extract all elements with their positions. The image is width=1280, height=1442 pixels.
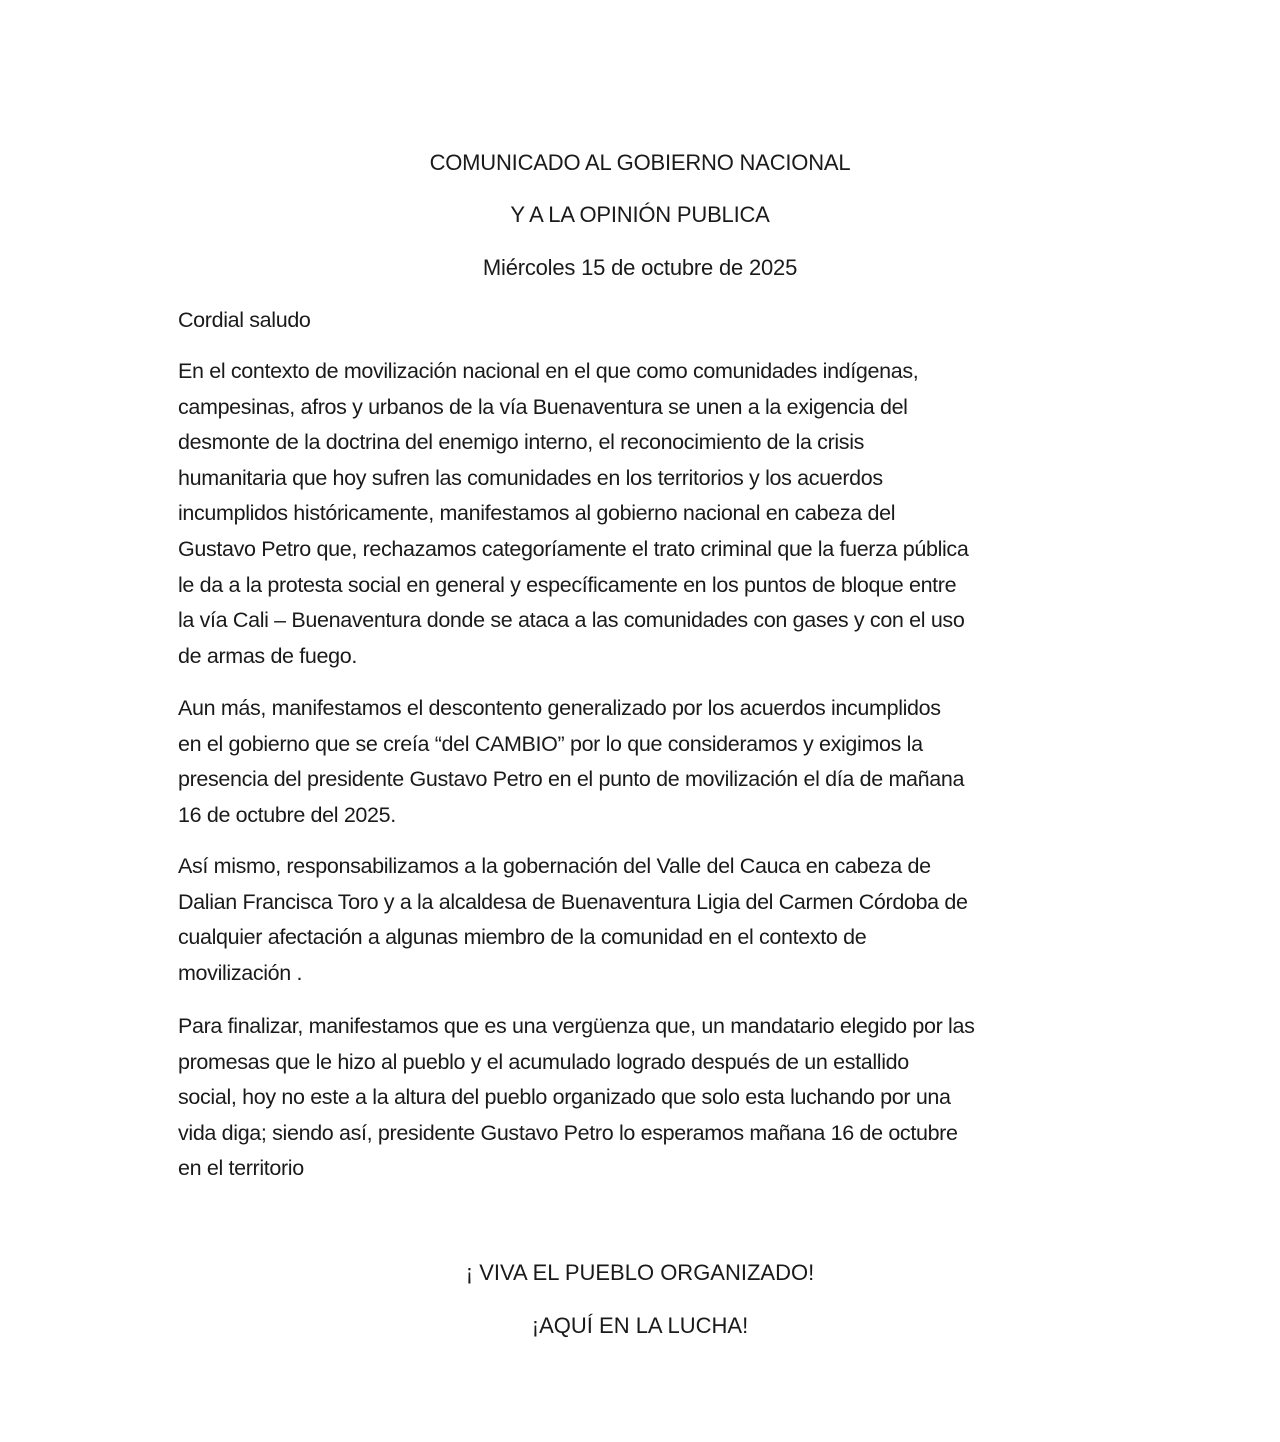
paragraph-2	[178, 691, 1118, 833]
paragraph-line: 16 de octubre del 2025.	[178, 802, 396, 827]
paragraph-line: de armas de fuego.	[178, 643, 357, 668]
greeting	[178, 303, 1118, 339]
paragraph-3	[178, 849, 1118, 991]
paragraph-line: En el contexto de movilización nacional en el que como comunidades indígenas,	[178, 359, 919, 383]
paragraph-line: cualquier afectación a algunas miembro de la comunidad en el contexto de	[178, 925, 867, 950]
paragraph-line: la vía Cali – Buenaventura donde se ataca a las comunidades con gases y con el uso	[178, 608, 965, 633]
paragraph-line: le da a la protesta social en general y específicamente en los puntos de bloque entre	[178, 572, 957, 597]
paragraph-line: promesas que le hizo al pueblo y el acumulado logrado después de un estallido	[178, 1049, 909, 1074]
paragraph-line: Aun más, manifestamos el descontento generalizado por los acuerdos incumplidos	[178, 696, 941, 720]
paragraph-line: desmonte de la doctrina del enemigo interno, el reconocimiento de la crisis	[178, 430, 865, 455]
paragraph-line: movilización .	[178, 960, 303, 985]
document-title-line-1: COMUNICADO AL GOBIERNO NACIONAL	[429, 150, 851, 175]
paragraph-line: en el territorio	[178, 1156, 304, 1181]
greeting-text: Cordial saludo	[178, 308, 311, 332]
paragraph-line: Así mismo, responsabilizamos a la gobernación del Valle del Cauca en cabeza de	[178, 854, 931, 878]
paragraph-line: presencia del presidente Gustavo Petro en el punto de movilización el día de mañana	[178, 767, 965, 792]
paragraph-line: Para finalizar, manifestamos que es una vergüenza que, un mandatario elegido por las	[178, 1014, 975, 1038]
paragraph-line: incumplidos históricamente, manifestamos al gobierno nacional en cabeza del	[178, 501, 896, 526]
paragraph-line: vida diga; siendo así, presidente Gustavo Petro lo esperamos mañana 16 de octubre	[178, 1120, 958, 1145]
document-title-line-2: Y A LA OPINIÓN PUBLICA	[510, 202, 770, 227]
paragraph-line: Gustavo Petro que, rechazamos categoríamente el trato criminal que la fuerza pública	[178, 536, 969, 561]
paragraph-4	[178, 1009, 1118, 1187]
paragraph-1	[178, 354, 1118, 674]
paragraph-line: Dalian Francisca Toro y a la alcaldesa de Buenaventura Ligia del Carmen Córdoba de	[178, 889, 968, 914]
closing-slogan-2: ¡AQUÍ EN LA LUCHA!	[531, 1313, 749, 1338]
paragraph-line: en el gobierno que se creía “del CAMBIO” por lo que consideramos y exigimos la	[178, 731, 923, 756]
paragraph-line: social, hoy no este a la altura del pueblo organizado que solo esta luchando por una	[178, 1085, 951, 1110]
document-date: Miércoles 15 de octubre de 2025	[482, 255, 798, 280]
paragraph-line: humanitaria que hoy sufren las comunidades en los territorios y los acuerdos	[178, 465, 883, 490]
closing-slogan-1: ¡ VIVA EL PUEBLO ORGANIZADO!	[465, 1260, 815, 1285]
paragraph-line: campesinas, afros y urbanos de la vía Buenaventura se unen a la exigencia del	[178, 394, 908, 419]
